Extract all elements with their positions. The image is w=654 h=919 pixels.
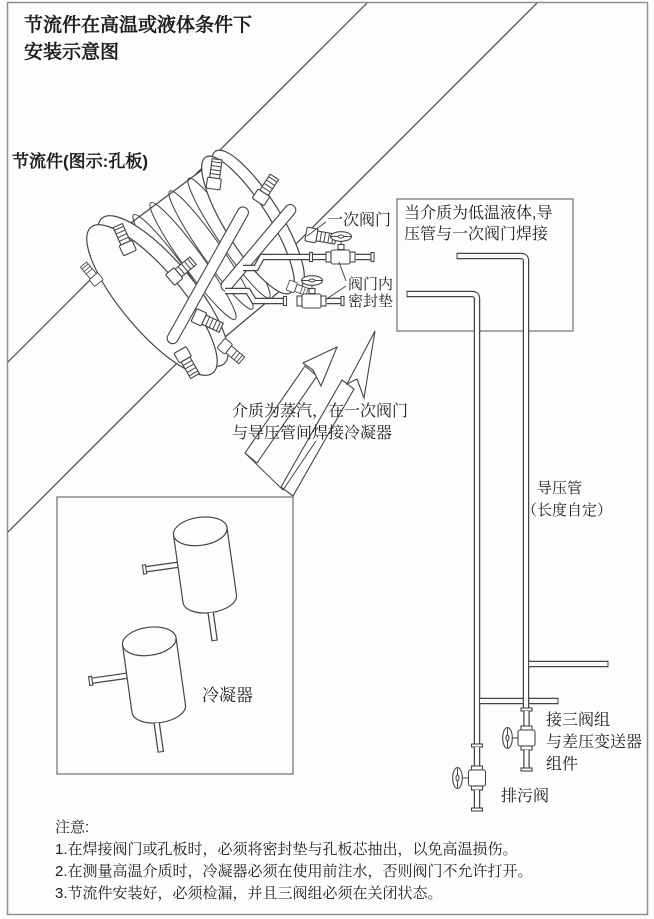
drain-valve-label: 排污阀 bbox=[501, 788, 550, 805]
note-item-1: 1.在焊接阀门或孔板时，必须将密封垫与孔板芯抽出，以免高温损伤。 bbox=[55, 841, 518, 858]
note-item-3: 3.节流件安装好，必须检漏，并且三阀组必须在关闭状态。 bbox=[55, 885, 443, 902]
orifice-label: 节流件(图示:孔板) bbox=[12, 152, 148, 171]
manifold-valve bbox=[503, 708, 535, 771]
manifold-label-line3: 组件 bbox=[546, 756, 579, 773]
valve-gasket-line2: 密封垫 bbox=[348, 293, 394, 310]
notes-block bbox=[55, 817, 533, 905]
manifold-label-line2: 与差压变送器 bbox=[546, 734, 643, 751]
handwheel-icon bbox=[506, 735, 509, 741]
drain-valve bbox=[453, 744, 486, 811]
page-title-line2: 安装示意图 bbox=[24, 42, 120, 63]
valve-gasket-label bbox=[348, 276, 393, 310]
valve-gasket-line1: 阀门内 bbox=[348, 276, 394, 293]
manifold-label bbox=[546, 710, 642, 776]
page-title-line1: 节流件在高温或液体条件下 bbox=[24, 15, 253, 36]
steam-note-line2: 与导压管间焊接冷凝器 bbox=[232, 425, 393, 442]
low-temp-note bbox=[404, 203, 552, 245]
impulse-line-left bbox=[407, 291, 477, 744]
condenser-label: 冷凝器 bbox=[202, 686, 253, 705]
handwheel-icon bbox=[309, 279, 315, 282]
impulse-pipe-label-line1: 导压管 bbox=[537, 480, 583, 497]
manifold-stub-lower bbox=[480, 698, 558, 704]
primary-valve-label: 一次阀门 bbox=[327, 212, 392, 229]
impulse-pipe-label-line2: （长度自定） bbox=[522, 502, 613, 519]
manifold-label-line1: 接三阀组 bbox=[546, 712, 611, 729]
page-title bbox=[24, 12, 252, 66]
steam-note-line1: 介质为蒸汽，在一次阀门 bbox=[232, 403, 409, 420]
gasket-leader-line-1 bbox=[339, 262, 346, 281]
orifice-flange-assembly bbox=[68, 139, 337, 392]
manifold-stub-upper bbox=[529, 661, 608, 667]
notes-heading: 注意: bbox=[55, 819, 90, 836]
impulse-line-right bbox=[457, 253, 526, 708]
condenser-cylinder-lower bbox=[83, 624, 192, 761]
handwheel-icon bbox=[456, 775, 459, 781]
steam-note bbox=[232, 401, 408, 445]
page-frame bbox=[8, 3, 648, 915]
low-temp-note-line1: 当介质为低温液体,导 bbox=[404, 205, 553, 222]
note-item-2: 2.在测量高温介质时，冷凝器必须在使用前注水，否则阀门不允许打开。 bbox=[55, 863, 533, 880]
handwheel-icon bbox=[338, 235, 344, 238]
low-temp-note-line2: 压管与一次阀门焊接 bbox=[404, 226, 549, 243]
